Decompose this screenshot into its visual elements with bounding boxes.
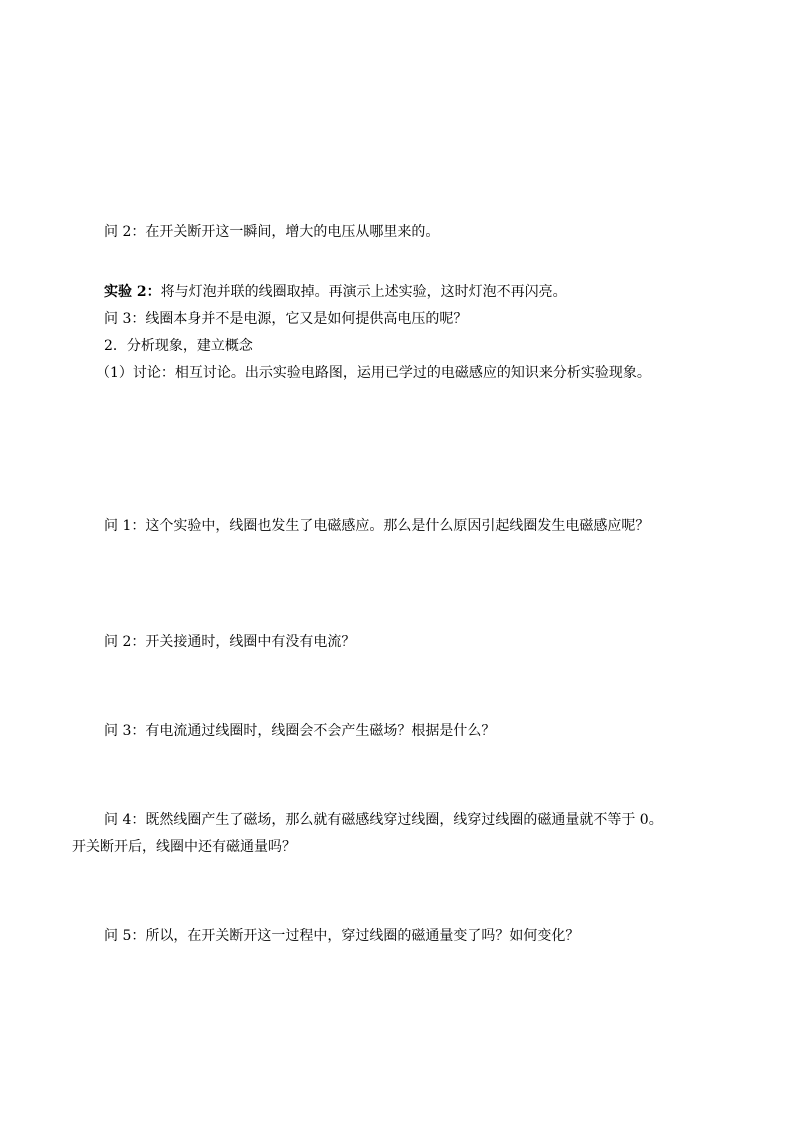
question-4-line-2: 开关断开后，线圈中还有磁通量吗？: [72, 839, 296, 855]
question-3-high-voltage: 问 3：线圈本身并不是电源，它又是如何提供高电压的呢？: [104, 311, 468, 327]
question-2-current: 问 2：开关接通时，线圈中有没有电流？: [104, 634, 356, 650]
experiment-2-paragraph: [104, 282, 567, 302]
section-2-heading: 2．分析现象，建立概念: [104, 338, 253, 354]
question-3-magnetic-field: 问 3：有电流通过线圈时，线圈会不会产生磁场？根据是什么？: [104, 723, 496, 739]
experiment-2-label: 实验 2：: [104, 284, 161, 300]
question-4-line-1: 问 4：既然线圈产生了磁场，那么就有磁感线穿过线圈，线穿过线圈的磁通量就不等于 0。: [104, 812, 663, 828]
question-2-voltage: 问 2：在开关断开这一瞬间，增大的电压从哪里来的。: [104, 224, 440, 240]
experiment-2-text: 将与灯泡并联的线圈取掉。再演示上述实验，这时灯泡不再闪亮。: [160, 284, 567, 300]
question-1-induction: 问 1：这个实验中，线圈也发生了电磁感应。那么是什么原因引起线圈发生电磁感应呢？: [104, 518, 650, 534]
question-5-flux-change: 问 5：所以，在开关断开这一过程中，穿过线圈的磁通量变了吗？如何变化？: [104, 928, 580, 944]
discussion-paragraph: （1）讨论：相互讨论。出示实验电路图，运用已学过的电磁感应的知识来分析实验现象。: [96, 365, 651, 381]
